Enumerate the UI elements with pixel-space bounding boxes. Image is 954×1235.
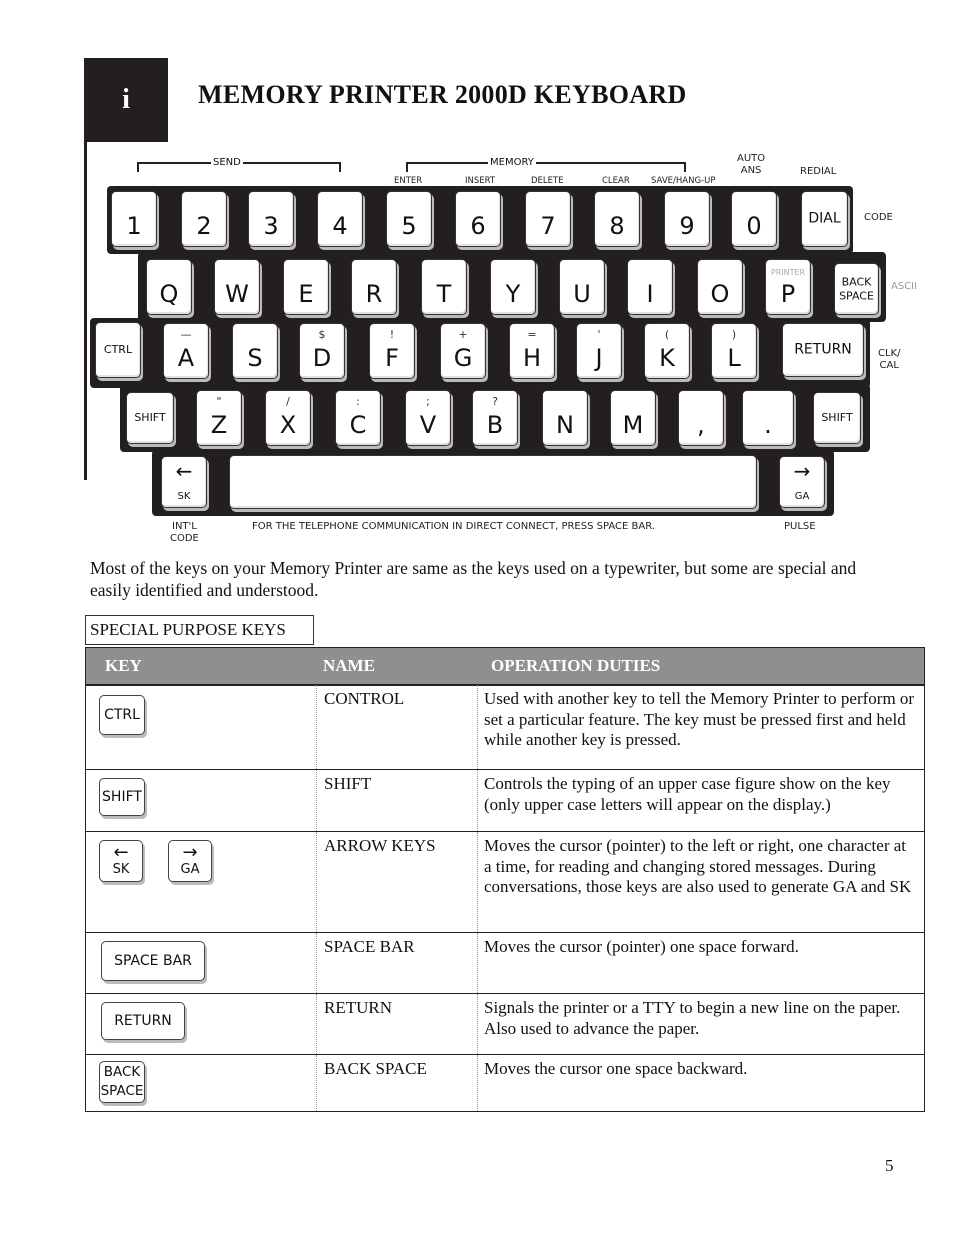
key-ga-right-arrow[interactable] [779, 456, 825, 508]
key-sk-label: SK [177, 491, 191, 502]
key-z[interactable] [196, 390, 242, 446]
row-name: SPACE BAR [316, 933, 484, 993]
auto-ans-label: AUTO ANS [737, 153, 766, 176]
key-m-label: M [622, 411, 644, 439]
row-description: Moves the cursor one space backward. [477, 1055, 924, 1111]
key-i[interactable] [627, 259, 673, 315]
key-shift-left[interactable] [126, 392, 174, 444]
return-key-label: RETURN [114, 1013, 172, 1029]
key-8[interactable] [594, 191, 640, 247]
key-t[interactable] [421, 259, 467, 315]
ascii-label: ASCII [891, 281, 918, 292]
row-description: Moves the cursor (pointer) to the left or right, one character at a time, for reading and changing stored messages. During conversations, those keys are also used to generate GA and SK [477, 832, 924, 932]
key-p[interactable] [765, 259, 811, 315]
key-2[interactable] [181, 191, 227, 247]
send-label: SEND [213, 157, 241, 168]
key-7[interactable] [525, 191, 571, 247]
key-b[interactable] [472, 390, 518, 446]
key-z-label: Z [210, 411, 228, 439]
sk-key-label: SK [112, 862, 130, 877]
key-r[interactable] [351, 259, 397, 315]
table-caption: SPECIAL PURPOSE KEYS [85, 615, 314, 645]
key-p-label: P [780, 280, 796, 308]
key-y[interactable] [490, 259, 536, 315]
left-arrow-icon: ← [175, 459, 193, 483]
key-j-sub: ' [597, 328, 601, 341]
key-n-label: N [556, 411, 574, 439]
key-f-label: F [385, 344, 399, 372]
key-6[interactable] [455, 191, 501, 247]
key-x-sub: / [286, 395, 290, 408]
page-number: 5 [885, 1156, 894, 1175]
shift-key-image [99, 778, 145, 816]
key-b-sub: ? [492, 395, 498, 408]
key-return-label: RETURN [794, 341, 852, 358]
enter-label: ENTER [394, 176, 423, 186]
intro-paragraph: Most of the keys on your Memory Printer are same as the keys used on a typewriter, but some are special and easily identified and understood. [90, 558, 857, 600]
send-bracket [137, 157, 341, 172]
key-g-label: G [453, 344, 473, 372]
key-ctrl[interactable] [95, 322, 141, 378]
key-w-label: W [225, 280, 249, 308]
key-v-sub: ; [426, 395, 430, 408]
key-period[interactable] [742, 390, 794, 446]
key-space-bar[interactable] [229, 455, 757, 509]
shift-key-label: SHIFT [102, 789, 142, 805]
key-h-sub: = [527, 328, 537, 341]
key-i-label: I [646, 280, 654, 308]
key-c-sub: : [356, 395, 360, 408]
redial-label: REDIAL [800, 166, 837, 177]
key-k[interactable] [644, 323, 690, 379]
key-1-label: 1 [126, 212, 142, 240]
delete-label: DELETE [531, 176, 564, 186]
key-f[interactable] [369, 323, 415, 379]
back-space-key-image [99, 1061, 145, 1103]
key-4-label: 4 [332, 212, 348, 240]
key-g[interactable] [440, 323, 486, 379]
key-k-label: K [659, 344, 675, 372]
key-g-sub: + [458, 328, 468, 341]
key-return[interactable] [782, 323, 864, 377]
key-o[interactable] [697, 259, 743, 315]
key-8-label: 8 [609, 212, 625, 240]
key-7-label: 7 [540, 212, 556, 240]
left-arrow-icon: ← [113, 842, 129, 863]
row-description: Controls the typing of an upper case figure show on the key (only upper case letters will appear on the display.) [477, 770, 924, 831]
key-shift-right[interactable] [813, 392, 861, 444]
key-3-label: 3 [263, 212, 279, 240]
table-header [86, 648, 924, 686]
key-q[interactable] [146, 259, 192, 315]
key-p-printer-label: PRINTER [770, 268, 806, 277]
key-j-label: J [595, 344, 603, 372]
key-k-sub: ( [664, 328, 670, 341]
space-bar-key-label: SPACE BAR [114, 953, 192, 969]
memory-label: MEMORY [490, 157, 534, 168]
key-d-sub: $ [318, 328, 326, 341]
keyboard-diagram [0, 0, 954, 550]
key-u-label: U [573, 280, 591, 308]
row-name: ARROW KEYS [316, 832, 484, 932]
key-back-space[interactable] [834, 263, 879, 315]
key-0-label: 0 [746, 212, 762, 240]
row-name: RETURN [316, 994, 484, 1054]
key-f-sub: ! [389, 328, 395, 341]
key-e-label: E [298, 280, 314, 308]
key-l-label: L [727, 344, 741, 372]
key-comma-label: , [697, 411, 705, 439]
key-y-label: Y [505, 280, 521, 308]
key-3[interactable] [248, 191, 294, 247]
ctrl-key-label: CTRL [104, 707, 140, 723]
key-ctrl-label: CTRL [103, 343, 133, 357]
key-2-label: 2 [196, 212, 212, 240]
clk-cal-label: CLK/ CAL [878, 348, 901, 371]
ga-key-image [168, 840, 212, 882]
row-description: Signals the printer or a TTY to begin a new line on the paper. Also used to advance the paper. [477, 994, 924, 1054]
key-w[interactable] [214, 259, 260, 315]
key-j[interactable] [576, 323, 622, 379]
key-c-label: C [349, 411, 367, 439]
row-name: SHIFT [316, 770, 484, 831]
key-a-label: A [177, 344, 195, 372]
back-space-key-label: BACK SPACE [100, 1064, 144, 1099]
insert-label: INSERT [465, 176, 496, 186]
intl-code-label: INT'L CODE [170, 521, 199, 544]
key-x[interactable] [265, 390, 311, 446]
return-key-image [101, 1002, 185, 1040]
key-e[interactable] [283, 259, 329, 315]
table-row [86, 831, 924, 932]
key-r-label: R [365, 280, 383, 308]
key-sk-left-arrow[interactable] [161, 456, 207, 508]
key-n[interactable] [542, 390, 588, 446]
key-d[interactable] [299, 323, 345, 379]
row-name: BACK SPACE [316, 1055, 484, 1111]
key-z-sub: " [216, 395, 222, 408]
space-bar-key-image [101, 941, 205, 981]
key-v[interactable] [405, 390, 451, 446]
table-row [86, 769, 924, 831]
key-d-label: D [312, 344, 332, 372]
table-row [86, 1054, 924, 1111]
key-9[interactable] [664, 191, 710, 247]
key-u[interactable] [559, 259, 605, 315]
table-row [86, 685, 924, 769]
pulse-label: PULSE [784, 521, 816, 532]
ctrl-key-image [99, 695, 145, 735]
key-1[interactable] [111, 191, 157, 247]
special-keys-table [85, 647, 925, 1112]
key-t-label: T [436, 280, 452, 308]
chapter-letter: i [122, 84, 130, 115]
key-o-label: O [710, 280, 730, 308]
key-6-label: 6 [470, 212, 486, 240]
key-a[interactable] [163, 323, 209, 379]
key-v-label: V [419, 411, 437, 439]
right-arrow-icon: → [182, 842, 198, 863]
header-name: NAME [323, 656, 375, 675]
header-key: KEY [105, 656, 142, 675]
header-duties: OPERATION DUTIES [491, 656, 661, 675]
sk-key-image [99, 840, 143, 882]
key-x-label: X [279, 411, 297, 439]
table-row [86, 932, 924, 993]
key-h[interactable] [509, 323, 555, 379]
key-c[interactable] [335, 390, 381, 446]
row-name: CONTROL [316, 685, 484, 769]
row-description: Moves the cursor (pointer) one space forward. [477, 933, 924, 993]
save-hang-up-label: SAVE/HANG-UP [651, 176, 716, 186]
memory-bracket [406, 157, 686, 172]
key-5[interactable] [386, 191, 432, 247]
ga-key-label: GA [180, 862, 200, 877]
key-comma[interactable] [678, 390, 724, 446]
key-9-label: 9 [679, 212, 695, 240]
key-back-space-label: BACK SPACE [839, 275, 874, 302]
key-shift-left-label: SHIFT [134, 411, 166, 425]
key-m[interactable] [610, 390, 656, 446]
key-b-label: B [486, 411, 504, 439]
right-arrow-icon: → [793, 459, 811, 483]
key-l-sub: ) [731, 328, 737, 341]
row-description: Used with another key to tell the Memory Printer to perform or set a particular feature. The key must be pressed first and held while another key is pressed. [477, 685, 924, 769]
key-s-label: S [247, 344, 263, 372]
key-ga-label: GA [794, 491, 810, 502]
page-title: MEMORY PRINTER 2000D KEYBOARD [198, 80, 687, 109]
key-shift-right-label: SHIFT [821, 411, 853, 425]
space-bar-note: FOR THE TELEPHONE COMMUNICATION IN DIRECT CONNECT, PRESS SPACE BAR. [252, 521, 655, 532]
key-dial-label: DIAL [808, 210, 841, 227]
key-a-sub: — [180, 328, 192, 341]
table-row [86, 993, 924, 1054]
key-q-label: Q [159, 280, 179, 308]
key-l[interactable] [711, 323, 757, 379]
clear-label: CLEAR [602, 176, 630, 186]
key-h-label: H [522, 344, 542, 372]
key-s[interactable] [232, 323, 278, 379]
key-dial[interactable] [801, 191, 848, 247]
key-0[interactable] [731, 191, 777, 247]
key-4[interactable] [317, 191, 363, 247]
key-period-label: . [764, 411, 772, 439]
key-5-label: 5 [401, 212, 417, 240]
code-label: CODE [864, 212, 893, 223]
